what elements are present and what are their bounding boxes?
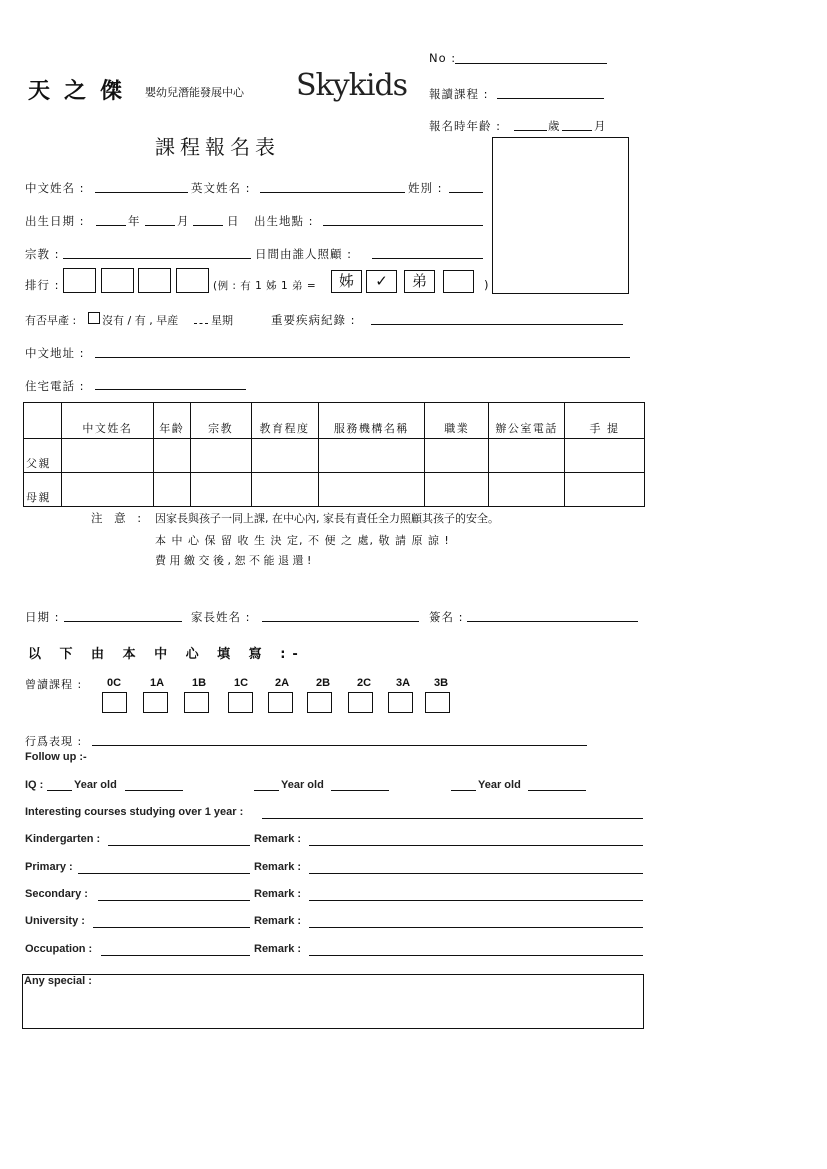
brand-chinese-name: 天之傑 (28, 78, 137, 104)
university-remark-field[interactable] (309, 927, 643, 928)
dob-day-unit: 日 (227, 214, 240, 228)
ranking-label: 排行 : (25, 278, 60, 292)
home-phone-field[interactable] (95, 389, 246, 390)
premature-checkbox[interactable] (88, 312, 100, 324)
any-special-box[interactable] (22, 974, 644, 1029)
no-label: No : (429, 51, 457, 65)
date-label: 日期 : (25, 610, 60, 624)
kindergarten-label: Kindergarten : (25, 833, 101, 845)
father-religion-cell[interactable] (190, 439, 251, 473)
notice-label: 注 意 : (91, 511, 146, 525)
header-cell-occupation: 職業 (425, 403, 489, 439)
dob-label: 出生日期 : (25, 214, 85, 228)
course-checkbox-1a[interactable] (143, 692, 168, 713)
age-label: 報名時年齡 : (429, 119, 502, 133)
behaviour-label: 行爲表現 : (25, 735, 83, 748)
father-age-cell[interactable] (153, 439, 190, 473)
brand-subtitle: 嬰幼兒潛能發展中心 (145, 86, 244, 99)
age-month-unit: 月 (594, 119, 607, 133)
notice-line-1: 因家長與孩子一同上課, 在中心內, 家長有責任全力照顧其孩子的安全。 (155, 512, 499, 525)
secondary-remark-label: Remark : (254, 888, 302, 900)
dob-day-field[interactable] (193, 225, 223, 226)
iq-score-field-1[interactable] (125, 790, 183, 791)
brand-logo-skykids: Skykids (296, 68, 408, 103)
year-old-label-3: Year old (478, 779, 521, 791)
english-name-label: 英文姓名 : (191, 181, 251, 195)
date-field[interactable] (64, 621, 182, 622)
example-box-check-icon: ✓ (366, 270, 397, 293)
chinese-name-label: 中文姓名 : (25, 181, 85, 195)
illness-label: 重要疾病紀錄 : (271, 313, 356, 327)
birthplace-field[interactable] (323, 225, 483, 226)
course-checkbox-3b[interactable] (425, 692, 450, 713)
mother-employer-cell[interactable] (318, 473, 425, 507)
courses-taken-label: 曾讀課程 : (25, 678, 83, 691)
dob-month-field[interactable] (145, 225, 175, 226)
english-name-field[interactable] (260, 192, 405, 193)
course-checkbox-0c[interactable] (102, 692, 127, 713)
photo-box (492, 137, 629, 294)
dob-year-unit: 年 (128, 214, 141, 228)
parent-name-field[interactable] (262, 621, 419, 622)
header-cell-education: 教育程度 (251, 403, 318, 439)
parent-name-label: 家長姓名 : (191, 610, 251, 624)
secondary-label: Secondary : (25, 888, 88, 900)
notice-line-3: 費 用 繳 交 後 , 恕 不 能 退 還 ! (155, 554, 312, 567)
mother-occupation-cell[interactable] (425, 473, 489, 507)
header-cell-age: 年齡 (153, 403, 190, 439)
secondary-remark-field[interactable] (309, 900, 643, 901)
example-box-empty (443, 270, 474, 293)
signature-label: 簽名 : (429, 610, 464, 624)
row-label-father: 父親 (24, 439, 62, 473)
age-months-field[interactable] (562, 130, 592, 131)
no-field[interactable] (455, 63, 607, 64)
father-office-phone-cell[interactable] (489, 439, 565, 473)
mother-chinese-name-cell[interactable] (61, 473, 153, 507)
iq-age-field-2[interactable] (254, 790, 279, 791)
chinese-name-field[interactable] (95, 192, 188, 193)
course-label-2a: 2A (274, 677, 290, 689)
header-cell-office-phone: 辦公室電話 (489, 403, 565, 439)
year-old-label-2: Year old (281, 779, 324, 791)
occupation-remark-field[interactable] (309, 955, 643, 956)
iq-score-field-3[interactable] (528, 790, 586, 791)
premature-label: 有否早產 : (25, 314, 77, 327)
ranking-box-4[interactable] (176, 268, 209, 293)
year-old-label-1: Year old (74, 779, 117, 791)
mother-mobile-cell[interactable] (565, 473, 645, 507)
iq-age-field-3[interactable] (451, 790, 476, 791)
dob-month-unit: 月 (177, 214, 190, 228)
course-applied-field[interactable] (497, 98, 604, 99)
religion-field[interactable] (63, 258, 251, 259)
course-checkbox-2c[interactable] (348, 692, 373, 713)
dob-year-field[interactable] (96, 225, 126, 226)
premature-weeks-field[interactable] (194, 323, 208, 324)
ranking-box-3[interactable] (138, 268, 171, 293)
table-header-row (24, 403, 645, 439)
ranking-box-2[interactable] (101, 268, 134, 293)
gender-field[interactable] (449, 192, 483, 193)
iq-score-field-2[interactable] (331, 790, 389, 791)
course-applied-label: 報讀課程 : (429, 87, 489, 101)
father-education-cell[interactable] (251, 439, 318, 473)
course-label-3a: 3A (395, 677, 411, 689)
home-phone-label: 住宅電話 : (25, 379, 85, 393)
course-checkbox-2a[interactable] (268, 692, 293, 713)
secondary-field[interactable] (98, 900, 250, 901)
course-label-3b: 3B (433, 677, 449, 689)
example-box-brother: 弟 (404, 270, 435, 293)
header-cell-chinese-name: 中文姓名 (61, 403, 153, 439)
table-row-mother (24, 473, 645, 507)
kindergarten-remark-label: Remark : (254, 833, 302, 845)
header-cell-blank (24, 403, 62, 439)
behaviour-field[interactable] (92, 745, 587, 746)
interesting-courses-label: Interesting courses studying over 1 year : (25, 806, 244, 818)
age-years-field[interactable] (514, 130, 547, 131)
iq-age-field-1[interactable] (47, 790, 72, 791)
daytime-carer-field[interactable] (372, 258, 483, 259)
parents-table (23, 402, 645, 507)
office-use-heading: 以 下 由 本 中 心 填 寫 :- (28, 647, 305, 662)
father-occupation-cell[interactable] (425, 439, 489, 473)
row-label-mother: 母親 (24, 473, 62, 507)
address-label: 中文地址 : (25, 346, 85, 360)
birthplace-label: 出生地點 : (254, 214, 314, 228)
primary-field[interactable] (78, 873, 250, 874)
occupation-field[interactable] (101, 955, 250, 956)
university-remark-label: Remark : (254, 915, 302, 927)
notice-line-2: 本 中 心 保 留 收 生 決 定, 不 便 之 處, 敬 請 原 諒 ! (155, 534, 450, 547)
premature-weeks-unit: 星期 (211, 314, 233, 327)
primary-remark-field[interactable] (309, 873, 643, 874)
example-box-sister: 姊 (331, 270, 362, 293)
religion-label: 宗教 : (25, 247, 60, 261)
ranking-example-text: (例 : 有 1 姊 1 弟 = (213, 280, 317, 292)
illness-field[interactable] (371, 324, 623, 325)
iq-label: IQ : (25, 779, 44, 791)
occupation-remark-label: Remark : (254, 943, 302, 955)
ranking-box-1[interactable] (63, 268, 96, 293)
kindergarten-field[interactable] (108, 845, 250, 846)
course-checkbox-3a[interactable] (388, 692, 413, 713)
kindergarten-remark-field[interactable] (309, 845, 643, 846)
primary-label: Primary : (25, 861, 73, 873)
occupation-label: Occupation : (25, 943, 93, 955)
course-checkbox-1c[interactable] (228, 692, 253, 713)
course-label-1b: 1B (191, 677, 207, 689)
mother-religion-cell[interactable] (190, 473, 251, 507)
university-label: University : (25, 915, 85, 927)
address-field[interactable] (95, 357, 630, 358)
ranking-example-close: ) (484, 278, 490, 292)
course-label-1c: 1C (233, 677, 249, 689)
course-checkbox-1b[interactable] (184, 692, 209, 713)
mother-office-phone-cell[interactable] (489, 473, 565, 507)
course-label-1a: 1A (149, 677, 165, 689)
header-cell-religion: 宗教 (190, 403, 251, 439)
course-label-0c: 0C (106, 677, 122, 689)
form-title: 課程報名表 (155, 135, 280, 159)
primary-remark-label: Remark : (254, 861, 302, 873)
age-year-unit: 歲 (548, 119, 561, 133)
header-cell-mobile: 手 提 (565, 403, 645, 439)
signature-field[interactable] (467, 621, 638, 622)
daytime-carer-label: 日間由誰人照顧 : (255, 247, 353, 261)
course-label-2c: 2C (356, 677, 372, 689)
course-checkbox-2b[interactable] (307, 692, 332, 713)
mother-age-cell[interactable] (153, 473, 190, 507)
mother-education-cell[interactable] (251, 473, 318, 507)
father-chinese-name-cell[interactable] (61, 439, 153, 473)
interesting-courses-field[interactable] (262, 818, 643, 819)
father-mobile-cell[interactable] (565, 439, 645, 473)
header-cell-employer: 服務機構名稱 (318, 403, 425, 439)
follow-up-label: Follow up :- (25, 751, 87, 763)
any-special-label: Any special : (24, 975, 92, 987)
gender-label: 姓別 : (408, 181, 443, 195)
course-label-2b: 2B (315, 677, 331, 689)
premature-options: 沒有 / 有 , 早産 (102, 314, 179, 327)
father-employer-cell[interactable] (318, 439, 425, 473)
table-row-father (24, 439, 645, 473)
university-field[interactable] (93, 927, 250, 928)
